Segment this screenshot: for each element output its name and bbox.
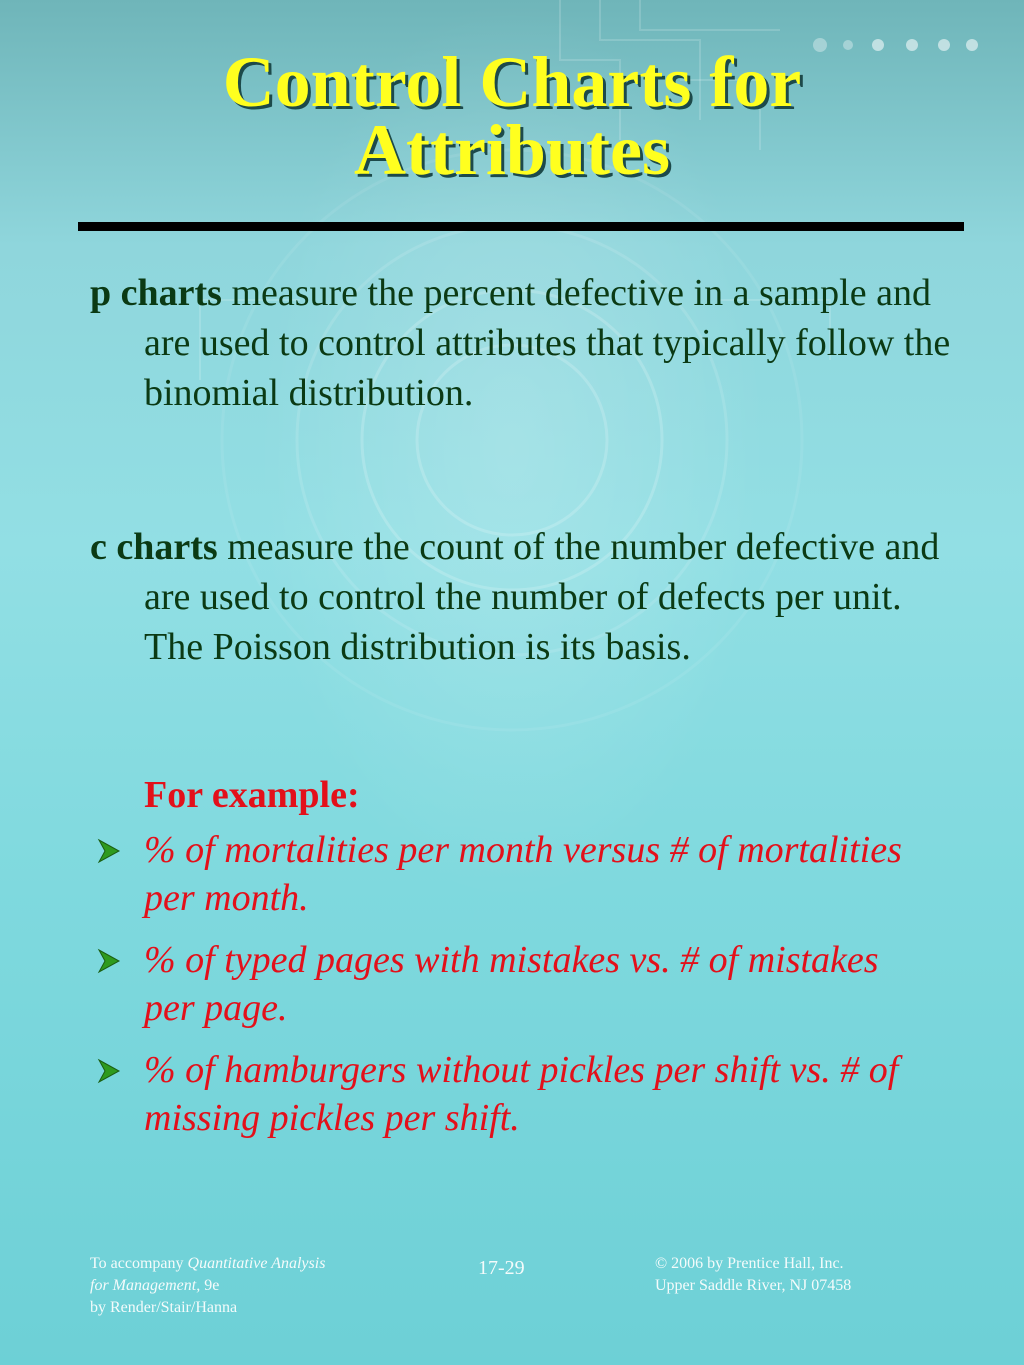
slide-title — [0, 42, 1024, 190]
example-bullet-item — [92, 1046, 932, 1142]
footer-right-line-2: Upper Saddle River, NJ 07458 — [655, 1277, 852, 1294]
footer-left-line-1: To accompany Quantitative Analysis — [90, 1255, 326, 1272]
example-bullet-item — [92, 826, 932, 922]
example-bullet-item — [92, 936, 932, 1032]
example-bullet-text: % of hamburgers without pickles per shift vs. # of missing pickles per shift. — [144, 1049, 899, 1139]
title-line-1: Control Charts for — [222, 42, 802, 122]
c-charts-text: measure the count of the number defective and are used to control the number of defects per unit. The Poisson distribution is its basis. — [144, 526, 940, 668]
example-bullet-text: % of mortalities per month versus # of mortalities per month. — [144, 829, 902, 919]
page-number: 17-29 — [478, 1257, 525, 1279]
footer-left-line-2: for Management, 9e — [90, 1277, 220, 1294]
p-charts-term: p charts — [90, 272, 222, 314]
p-charts-paragraph — [90, 268, 964, 418]
c-charts-paragraph — [90, 522, 964, 672]
arrow-right-icon — [96, 838, 122, 864]
footer-left-line-3: by Render/Stair/Hanna — [90, 1299, 238, 1316]
p-charts-text: measure the percent defective in a sample and are used to control attributes that typically follow the binomial distribution. — [144, 272, 951, 414]
example-heading: For example: — [144, 774, 360, 816]
arrow-right-icon — [96, 1058, 122, 1084]
footer-right-line-1: © 2006 by Prentice Hall, Inc. — [655, 1255, 844, 1272]
arrow-right-icon — [96, 948, 122, 974]
title-line-2: Attributes — [354, 110, 670, 190]
footer-book-credit — [90, 1253, 325, 1319]
example-bullet-list — [92, 826, 932, 1156]
title-underline-rule — [78, 222, 964, 231]
example-bullet-text: % of typed pages with mistakes vs. # of mistakes per page. — [144, 939, 879, 1029]
c-charts-term: c charts — [90, 526, 218, 568]
footer-copyright — [655, 1253, 851, 1297]
